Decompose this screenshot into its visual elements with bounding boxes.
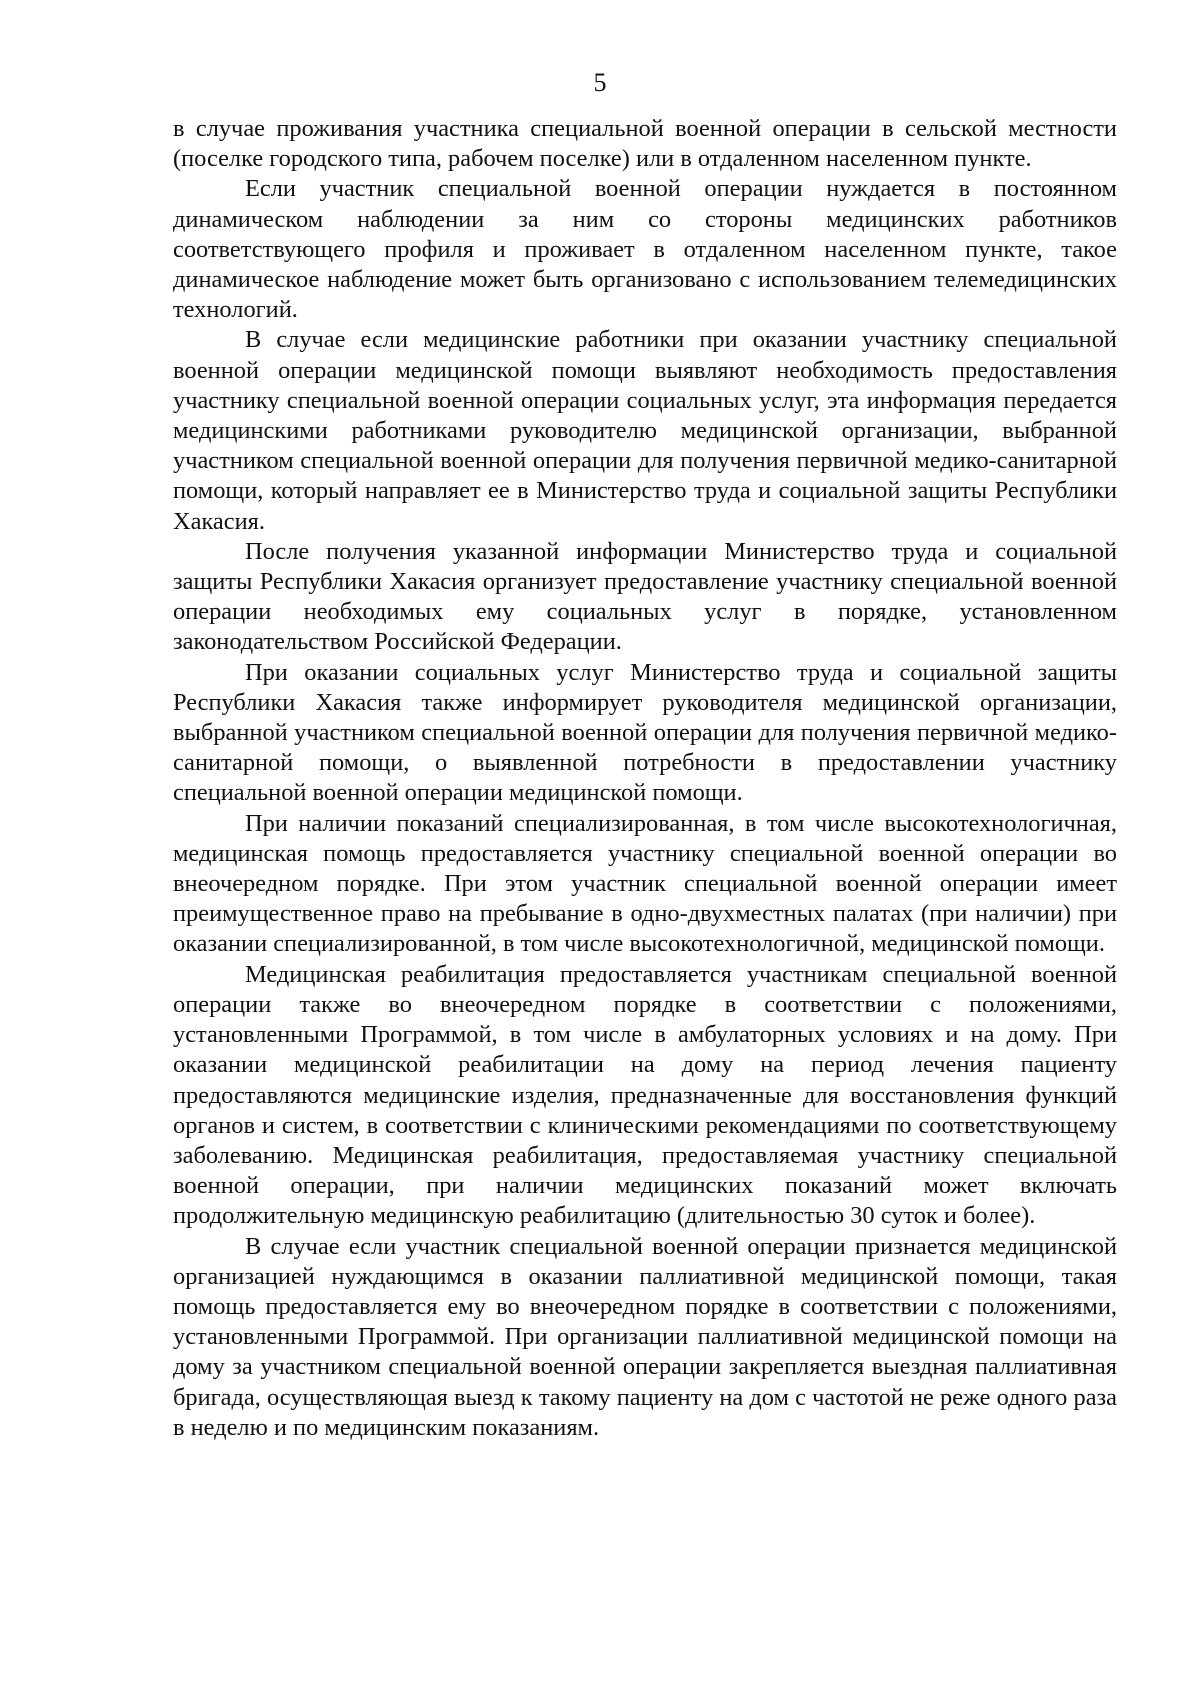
paragraph-8: В случае если участник специальной военной операции признается медицинской организацией нуждающимся в оказании паллиативной медицинской помощи, такая помощь предоставляется ему во внеочередном порядке в соответствии с положениями, установленными Программой. При организации паллиативной медицинской помощи на дому за участником специальной военной операции закрепляется выездная паллиативная бригада, осуществляющая выезд к такому пациенту на дом с частотой не реже одного раза в неделю и по медицинским показаниям. <box>173 1232 1117 1441</box>
page-number: 5 <box>593 68 607 97</box>
paragraph-1: в случае проживания участника специальной военной операции в сельской местности (поселке городского типа, рабочем поселке) или в отдаленном населенном пункте. <box>173 115 1117 173</box>
paragraph-2: Если участник специальной военной операции нуждается в постоянном динамическом наблюдении за ним со стороны медицинских работников соответствующего профиля и проживает в отдаленном населенном пункте, такое динамическое наблюдение может быть организовано с использованием телемедицинских технологий. <box>173 175 1117 324</box>
paragraph-7: Медицинская реабилитация предоставляется участникам специальной военной операции также во внеочередном порядке в соответствии с положениями, установленными Программой, в том числе в амбулаторных условиях и на дому. При оказании медицинской реабилитации на дому на период лечения пациенту предоставляются медицинские изделия, предназначенные для восстановления функций органов и систем, в соответствии с клиническими рекомендациями по соответствующему заболеванию. Медицинская реабилитация, предоставляемая участнику специальной военной операции, при наличии медицинских показаний может включать продолжительную медицинскую реабилитацию (длительностью 30 суток и более). <box>173 960 1117 1230</box>
document-body <box>173 114 1117 1443</box>
paragraph-5: При оказании социальных услуг Министерство труда и социальной защиты Республики Хакасия также информирует руководителя медицинской организации, выбранной участником специальной военной операции для получения первичной медико-санитарной помощи, о выявленной потребности в предоставлении участнику специальной военной операции медицинской помощи. <box>173 658 1117 807</box>
paragraph-6: При наличии показаний специализированная, в том числе высокотехнологичная, медицинская помощь предоставляется участнику специальной военной операции во внеочередном порядке. При этом участник специальной военной операции имеет преимущественное право на пребывание в одно-двухместных палатах (при наличии) при оказании специализированной, в том числе высокотехнологичной, медицинской помощи. <box>173 809 1117 958</box>
paragraph-3: В случае если медицинские работники при оказании участнику специальной военной операции медицинской помощи выявляют необходимость предоставления участнику специальной военной операции социальных услуг, эта информация передается медицинскими работниками руководителю медицинской организации, выбранной участником специальной военной операции для получения первичной медико-санитарной помощи, который направляет ее в Министерство труда и социальной защиты Республики Хакасия. <box>173 326 1117 535</box>
paragraph-4: После получения указанной информации Министерство труда и социальной защиты Республики Хакасия организует предоставление участнику специальной военной операции необходимых ему социальных услуг в порядке, установленном законодательством Российской Федерации. <box>173 537 1117 656</box>
